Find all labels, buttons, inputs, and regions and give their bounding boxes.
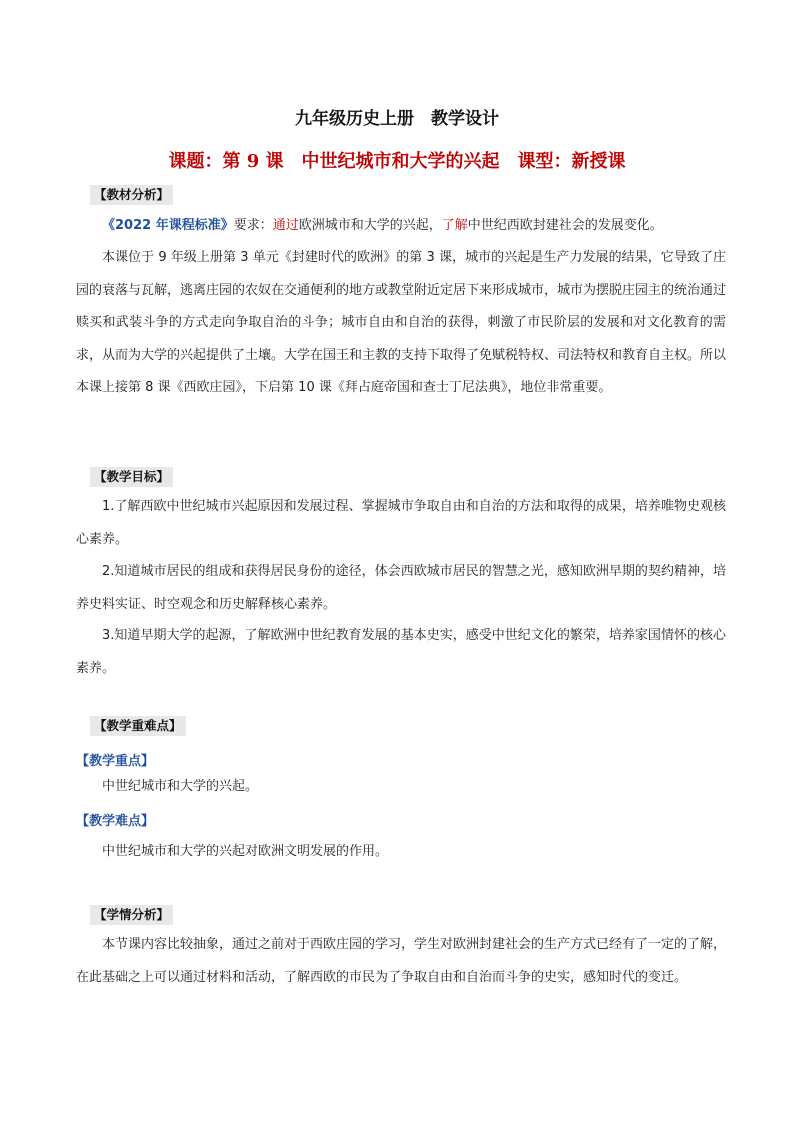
objective-item-1: 1.了解西欧中世纪城市兴起原因和发展过程、掌握城市争取自由和自治的方法和取得的成果，培养唯物史观核心素养。 (76, 499, 726, 547)
focus-label: 【教学重点】 (76, 754, 155, 769)
keyword-understand: 了解 (441, 218, 468, 233)
focus-text: 中世纪城市和大学的兴起。 (102, 779, 259, 794)
difficulty-label: 【教学难点】 (76, 814, 155, 829)
objective-item-2: 2.知道城市居民的组成和获得居民身份的途径，体会西欧城市居民的智慧之光，感知欧洲早期的契约精神，培养史料实证、时空观念和历史解释核心素养。 (76, 564, 726, 612)
standard-text-2: 中世纪西欧封建社会的发展变化。 (467, 218, 663, 233)
document-title: 九年级历史上册 教学设计 (295, 109, 499, 129)
lesson-title: 课题：第 9 课 中世纪城市和大学的兴起 课型：新授课 (168, 151, 626, 172)
standard-text-1: 欧洲城市和大学的兴起， (298, 218, 442, 233)
section-heading-objectives: 【教学目标】 (90, 467, 173, 487)
difficulty-text: 中世纪城市和大学的兴起对欧洲文明发展的作用。 (102, 844, 389, 859)
curriculum-standard-label: 《2022 年课程标准》 (102, 218, 234, 233)
curriculum-standard-line (76, 210, 726, 243)
textbook-analysis-paragraph: 本课位于 9 年级上册第 3 单元《封建时代的欧洲》的第 3 课，城市的兴起是生产力发展的结果，它导致了庄园的衰落与瓦解，逃离庄园的农奴在交通便利的地方或教堂附近定居下来形成城市，城市为摆脱庄园主的统治通过赎买和武装斗争的方式走向争取自治的斗争；城市自由和自治的获得，刺激了市民阶层的发展和对文化教育的需求，从而为大学的兴起提供了土壤。大学在国王和主教的支持下取得了免赋税特权、司法特权和教育自主权。所以本课上接第 8 课《西欧庄园》，下启第 10 课《拜占庭帝国和查士丁尼法典》，地位非常重要。 (76, 250, 727, 395)
objective-item-3: 3.知道早期大学的起源，了解欧洲中世纪教育发展的基本史实，感受中世纪文化的繁荣，培养家国情怀的核心素养。 (76, 628, 726, 676)
learner-analysis-paragraph: 本节课内容比较抽象，通过之前对于西欧庄园的学习，学生对欧洲封建社会的生产方式已经有了一定的了解，在此基础之上可以通过材料和活动，了解西欧的市民为了争取自由和自治而斗争的史实，感知时代的变迁。 (76, 937, 727, 985)
section-heading-key-points: 【教学重难点】 (90, 716, 186, 736)
section-heading-learner-analysis: 【学情分析】 (90, 905, 173, 925)
keyword-through: 通过 (272, 218, 299, 233)
standard-requirement: 要求： (233, 218, 273, 233)
section-heading-textbook-analysis: 【教材分析】 (90, 185, 173, 205)
